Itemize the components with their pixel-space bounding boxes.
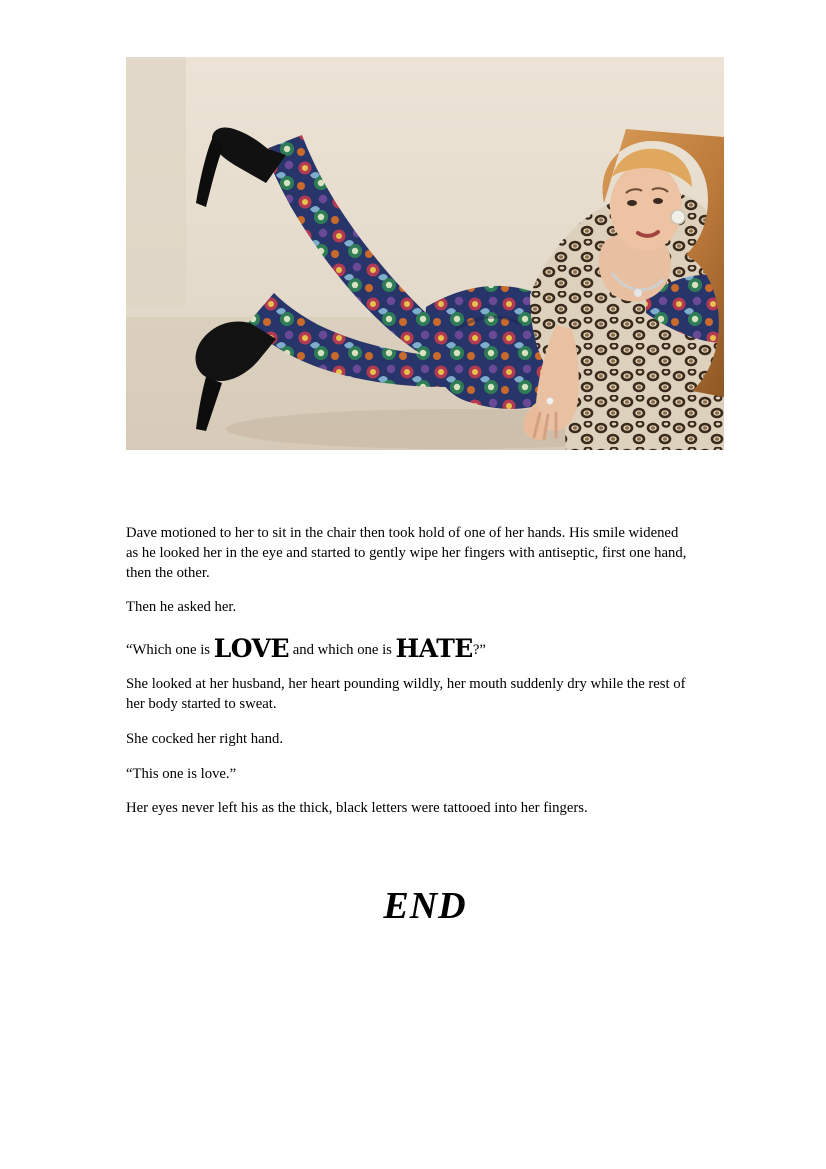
question-line (126, 633, 694, 663)
paragraph-3: She looked at her husband, her heart pounding wildly, her mouth suddenly dry while the rest of her body started to sweat. (126, 676, 686, 712)
figure-illustration (126, 57, 724, 450)
word-love: LOVE (213, 634, 290, 664)
question-middle: and which one is (289, 642, 396, 659)
question-prefix: “Which one is (126, 642, 214, 659)
paragraph-4: She cocked her right hand. (126, 730, 284, 747)
photograph-figure (126, 57, 724, 450)
end-label: END (383, 885, 467, 927)
word-hate: HATE (395, 634, 473, 664)
paragraph-5: “This one is love.” (126, 765, 237, 782)
paragraph-6: Her eyes never left his as the thick, black letters were tattooed into her fingers. (126, 800, 588, 817)
story-text (126, 524, 694, 834)
paragraph-1: Dave motioned to her to sit in the chair then took hold of one of her hands. His smile widened as he looked her in the eye and started to gently wipe her fingers with antiseptic, first one hand, then the other. (126, 525, 687, 581)
question-suffix: ?” (472, 642, 486, 659)
paragraph-2: Then he asked her. (126, 599, 237, 616)
